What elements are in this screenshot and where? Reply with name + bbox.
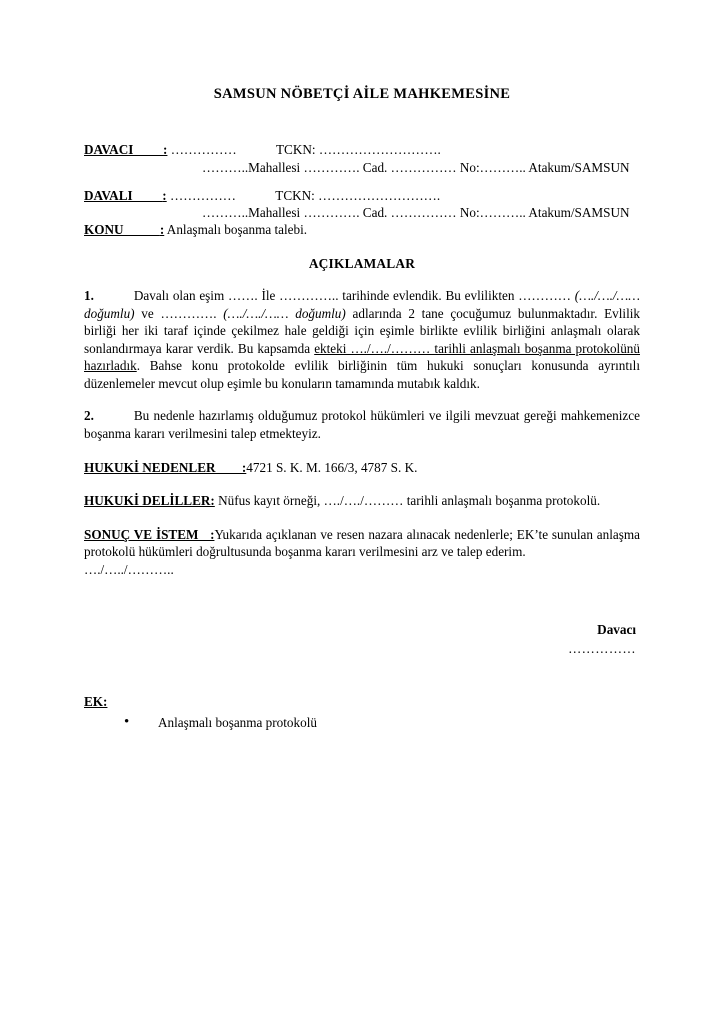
legal-reasons-line [84, 459, 640, 477]
defendant-name-placeholder: …………… [166, 187, 236, 203]
subject-value: Anlaşmalı boşanma talebi. [164, 222, 308, 238]
attachment-list [84, 714, 640, 732]
subject-label: KONU [84, 222, 160, 238]
legal-reasons-value: 4721 S. K. M. 166/3, 4787 S. K. [246, 459, 418, 475]
subject-row [84, 221, 640, 238]
spacer-1 [237, 142, 276, 157]
plaintiff-tckn-label: TCKN: [276, 142, 316, 158]
paragraph-1 [84, 287, 640, 392]
paragraph-1-birthdate-2: (…./…./…… doğumlu) [223, 305, 346, 321]
plaintiff-row [84, 141, 640, 158]
defendant-colon: : [162, 187, 167, 203]
legal-reasons-label: HUKUKİ NEDENLER : [84, 459, 247, 475]
signature-placeholder: …………… [568, 641, 636, 657]
paragraph-1-text-c: ve …………. [134, 305, 224, 321]
conclusion-paragraph [84, 526, 640, 579]
paragraph-2-text: Bu nedenle hazırlamış olduğumuz protokol hükümleri ve ilgili mevzuat gereği mahkemenizce boşanma kararı verilmesini talep etmekteyiz. [84, 408, 640, 441]
document-content [84, 0, 640, 732]
paragraph-2 [84, 407, 640, 442]
defendant-label: DAVALI [84, 187, 163, 203]
legal-evidence-line [84, 492, 640, 510]
subject-colon: : [159, 222, 165, 238]
list-item [124, 714, 640, 732]
defendant-tckn-label: TCKN: [275, 187, 315, 203]
paragraph-1-birthdate-1: (…./…./…… doğumlu) [84, 288, 641, 321]
paragraph-1-text-a: Davalı olan eşim ……. İle ………….. tarihinde evlendik. Bu evlilikten ………… [133, 288, 571, 304]
signature-block [84, 620, 640, 658]
paragraph-2-number: 2. [84, 408, 94, 424]
conclusion-value: Yukarıda açıklanan ve resen nazara alınacak nedenlerle; EK’te sunulan anlaşma protokolü hükümleri doğrultusunda boşanma kararı verilmesini arz ve talep ederim. [84, 526, 641, 560]
plaintiff-tckn-placeholder: ………………………. [315, 142, 441, 158]
signature-role-label: Davacı [597, 622, 636, 638]
page-title: SAMSUN NÖBETÇİ AİLE MAHKEMESİNE [213, 86, 511, 102]
attachment-label: EK: [84, 693, 108, 709]
defendant-row [84, 187, 640, 204]
defendant-tckn-placeholder: ………………………. [314, 187, 441, 203]
conclusion-date-placeholder: …./…../……….. [84, 561, 174, 577]
paragraph-1-number: 1. [84, 288, 94, 304]
legal-evidence-value: Nüfus kayıt örneği, …./…./……… tarihli anlaşmalı boşanma protokolü. [214, 493, 601, 509]
attachment-block [84, 693, 640, 732]
plaintiff-colon: : [163, 142, 168, 158]
section-heading-aciklamalar: AÇIKLAMALAR [308, 256, 416, 272]
party-information-block [84, 141, 640, 238]
conclusion-label: SONUÇ VE İSTEM : [84, 526, 215, 542]
paragraph-1-text-e: adlarında 2 tane çocuğumuz bulunmaktadır. Evlilik birliği her iki taraf içinde çekilmez hale geldiği için eşimle birlikte evlilik birliğini anlaşmalı olarak sonlandırmaya karar verdik. Bu kapsamda [84, 305, 641, 356]
defendant-address-row: ………..Mahallesi …………. Cad. …………… No:……….. Atakum/SAMSUN [202, 204, 630, 220]
plaintiff-label: DAVACI [84, 142, 164, 158]
spacer-2 [236, 188, 275, 203]
plaintiff-name-placeholder: …………… [167, 142, 237, 158]
party-spacer [84, 176, 640, 187]
legal-evidence-label: HUKUKİ DELİLLER: [84, 493, 215, 509]
attachment-item-text: Anlaşmalı boşanma protokolü [158, 715, 317, 731]
paragraph-1-protocol-emphasis: ekteki …./…./……… tarihli anlaşmalı boşanma protokolünü hazırladık [84, 340, 640, 374]
bullet-icon: • [124, 714, 130, 731]
paragraph-1-text-g: . Bahse konu protokolde evlilik birliğinin tüm hukuki sonuçları konusunda ayrıntılı düzenlemeler mevcut olup eşimle bu konuların tamamında mutabık kaldık. [84, 358, 640, 391]
plaintiff-address-row: ………..Mahallesi …………. Cad. …………… No:……….. Atakum/SAMSUN [202, 159, 630, 175]
